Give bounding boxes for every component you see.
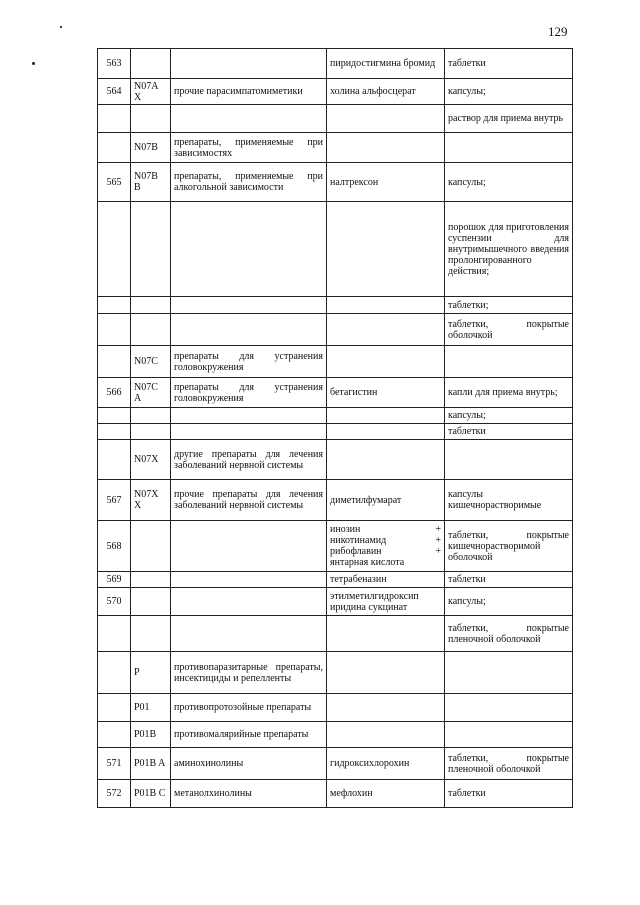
drug-name — [327, 133, 445, 163]
row-number — [98, 616, 131, 652]
row-number — [98, 105, 131, 133]
dosage-form — [445, 440, 573, 480]
table-body — [98, 49, 573, 808]
anatomical-therapeutic-group — [171, 572, 327, 588]
row-number — [98, 722, 131, 748]
drug-name-line — [330, 546, 441, 557]
table-row — [98, 652, 573, 694]
anatomical-therapeutic-group — [171, 49, 327, 79]
plus-sign: + — [435, 535, 441, 546]
drug-name — [327, 314, 445, 346]
row-number: 565 — [98, 163, 131, 202]
table-row — [98, 694, 573, 722]
atc-code: N07C A — [131, 378, 171, 408]
anatomical-therapeutic-group — [171, 314, 327, 346]
drug-name-line — [330, 524, 441, 535]
plus-sign: + — [435, 524, 441, 535]
dosage-form: таблетки; — [445, 297, 573, 314]
row-number — [98, 652, 131, 694]
dosage-form: таблетки, покрытые оболочкой — [445, 314, 573, 346]
drug-name — [327, 521, 445, 572]
atc-code: P01 — [131, 694, 171, 722]
drug-name-line — [330, 535, 441, 546]
drug-name-part: рибофлавин — [330, 546, 382, 557]
atc-code: N07B — [131, 133, 171, 163]
dosage-form — [445, 694, 573, 722]
row-number — [98, 202, 131, 297]
table-row — [98, 133, 573, 163]
drug-name — [327, 652, 445, 694]
row-number: 567 — [98, 480, 131, 521]
atc-code — [131, 521, 171, 572]
drug-name — [327, 105, 445, 133]
table-row — [98, 314, 573, 346]
dosage-form: таблетки — [445, 780, 573, 808]
table-row — [98, 163, 573, 202]
table-row — [98, 408, 573, 424]
table-row — [98, 722, 573, 748]
dosage-form: порошок для приготовления суспензии для внутримышечного введения пролонгированного действия; — [445, 202, 573, 297]
dosage-form: капсулы; — [445, 408, 573, 424]
row-number — [98, 440, 131, 480]
dosage-form: капсулы; — [445, 588, 573, 616]
dosage-form: капли для приема внутрь; — [445, 378, 573, 408]
atc-code — [131, 572, 171, 588]
atc-code: N07X X — [131, 480, 171, 521]
dosage-form: капсулы кишечнорастворимые — [445, 480, 573, 521]
anatomical-therapeutic-group: препараты для устранения головокружения — [171, 346, 327, 378]
dosage-form: раствор для приема внутрь — [445, 105, 573, 133]
dosage-form — [445, 722, 573, 748]
anatomical-therapeutic-group — [171, 521, 327, 572]
table-row — [98, 616, 573, 652]
drug-name-line: янтарная кислота — [330, 557, 405, 568]
table-row — [98, 346, 573, 378]
table-row — [98, 748, 573, 780]
drug-name: налтрексон — [327, 163, 445, 202]
anatomical-therapeutic-group: аминохинолины — [171, 748, 327, 780]
table-row — [98, 297, 573, 314]
dosage-form — [445, 346, 573, 378]
anatomical-therapeutic-group: препараты, применяемые при алкогольной зависимости — [171, 163, 327, 202]
page-number: 129 — [548, 24, 568, 39]
row-number: 572 — [98, 780, 131, 808]
row-number — [98, 424, 131, 440]
table-row — [98, 780, 573, 808]
table-row — [98, 378, 573, 408]
drug-name: диметилфумарат — [327, 480, 445, 521]
drug-name: холина альфосцерат — [327, 79, 445, 105]
row-number — [98, 133, 131, 163]
drug-name: пиридостигмина бромид — [327, 49, 445, 79]
table-row — [98, 480, 573, 521]
table-row — [98, 572, 573, 588]
drug-name — [327, 440, 445, 480]
atc-code — [131, 49, 171, 79]
atc-code: N07A X — [131, 79, 171, 105]
dosage-form: таблетки — [445, 424, 573, 440]
atc-code — [131, 297, 171, 314]
atc-code — [131, 202, 171, 297]
drug-name — [327, 616, 445, 652]
anatomical-therapeutic-group — [171, 424, 327, 440]
table-row — [98, 79, 573, 105]
drug-name — [327, 694, 445, 722]
atc-code — [131, 424, 171, 440]
drug-name: мефлохин — [327, 780, 445, 808]
atc-code: P — [131, 652, 171, 694]
row-number: 571 — [98, 748, 131, 780]
row-number — [98, 314, 131, 346]
row-number: 568 — [98, 521, 131, 572]
anatomical-therapeutic-group: метанолхинолины — [171, 780, 327, 808]
dosage-form: таблетки — [445, 49, 573, 79]
anatomical-therapeutic-group: другие препараты для лечения заболеваний нервной системы — [171, 440, 327, 480]
atc-code: P01B — [131, 722, 171, 748]
atc-code — [131, 314, 171, 346]
row-number: 564 — [98, 79, 131, 105]
dosage-form: таблетки, покрытые кишечнорастворимой оболочкой — [445, 521, 573, 572]
medication-table — [97, 48, 573, 808]
dosage-form: таблетки — [445, 572, 573, 588]
drug-name — [327, 722, 445, 748]
dosage-form: капсулы; — [445, 163, 573, 202]
drug-name-part: никотинамид — [330, 535, 387, 546]
dosage-form — [445, 652, 573, 694]
row-number: 570 — [98, 588, 131, 616]
anatomical-therapeutic-group: прочие препараты для лечения заболеваний нервной системы — [171, 480, 327, 521]
plus-sign: + — [435, 546, 441, 557]
atc-code: P01B A — [131, 748, 171, 780]
dosage-form: капсулы; — [445, 79, 573, 105]
atc-code — [131, 408, 171, 424]
table-row — [98, 521, 573, 572]
drug-name: этилметилгидроксип иридина сукцинат — [327, 588, 445, 616]
scan-mark — [60, 26, 62, 28]
table-row — [98, 440, 573, 480]
anatomical-therapeutic-group — [171, 202, 327, 297]
dosage-form: таблетки, покрытые пленочной оболочкой — [445, 616, 573, 652]
dosage-form: таблетки, покрытые пленочной оболочкой — [445, 748, 573, 780]
drug-name: бетагистин — [327, 378, 445, 408]
anatomical-therapeutic-group: препараты для устранения головокружения — [171, 378, 327, 408]
anatomical-therapeutic-group — [171, 588, 327, 616]
drug-name — [327, 297, 445, 314]
anatomical-therapeutic-group: препараты, применяемые при зависимостях — [171, 133, 327, 163]
anatomical-therapeutic-group — [171, 297, 327, 314]
anatomical-therapeutic-group — [171, 616, 327, 652]
anatomical-therapeutic-group — [171, 408, 327, 424]
anatomical-therapeutic-group: противопаразитарные препараты, инсектициды и репелленты — [171, 652, 327, 694]
row-number — [98, 408, 131, 424]
drug-name — [327, 408, 445, 424]
atc-code — [131, 616, 171, 652]
atc-code — [131, 588, 171, 616]
table-row — [98, 424, 573, 440]
scan-dot — [32, 62, 35, 65]
atc-code: N07B B — [131, 163, 171, 202]
row-number: 563 — [98, 49, 131, 79]
atc-code: N07C — [131, 346, 171, 378]
row-number — [98, 694, 131, 722]
anatomical-therapeutic-group — [171, 105, 327, 133]
anatomical-therapeutic-group: прочие парасимпатомиметики — [171, 79, 327, 105]
table-row — [98, 105, 573, 133]
dosage-form — [445, 133, 573, 163]
row-number — [98, 297, 131, 314]
anatomical-therapeutic-group: противомалярийные препараты — [171, 722, 327, 748]
row-number: 566 — [98, 378, 131, 408]
anatomical-therapeutic-group: противопротозойные препараты — [171, 694, 327, 722]
drug-name: тетрабеназин — [327, 572, 445, 588]
row-number: 569 — [98, 572, 131, 588]
drug-name — [327, 346, 445, 378]
row-number — [98, 346, 131, 378]
drug-name: гидроксихлорохин — [327, 748, 445, 780]
drug-name-part: инозин — [330, 524, 361, 535]
drug-name — [327, 202, 445, 297]
drug-name — [327, 424, 445, 440]
table-row — [98, 588, 573, 616]
atc-code: N07X — [131, 440, 171, 480]
table-row — [98, 202, 573, 297]
table-row — [98, 49, 573, 79]
atc-code — [131, 105, 171, 133]
atc-code: P01B C — [131, 780, 171, 808]
